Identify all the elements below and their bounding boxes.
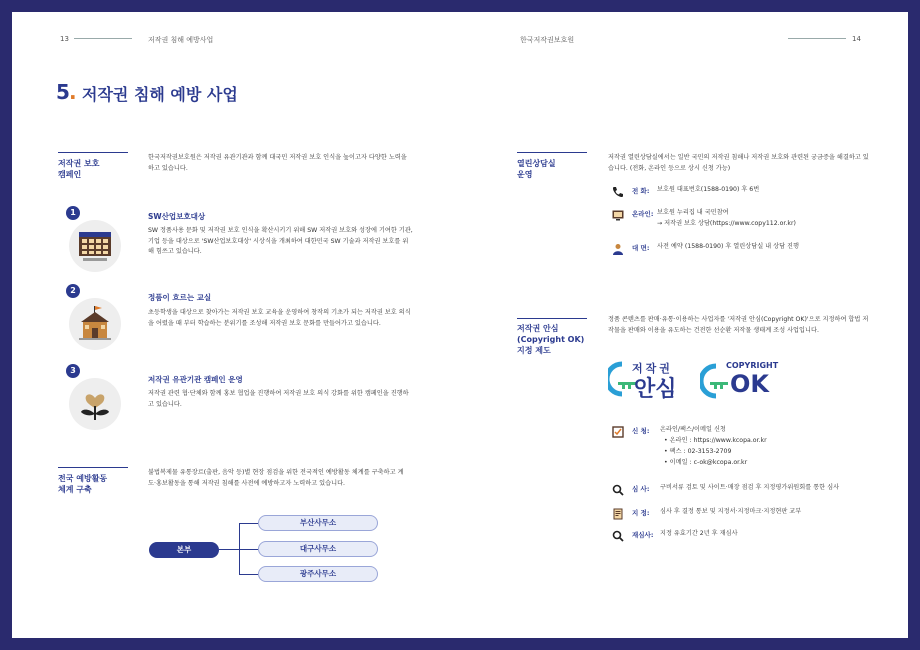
left-page-number: 13: [60, 35, 69, 43]
monitor-icon: [612, 209, 624, 221]
campaign-label-line2: 캠페인: [58, 170, 82, 179]
rereview-value: 지정 유효기간 2년 후 재심사: [660, 530, 738, 537]
connector-line: [239, 574, 258, 575]
section-number: 5: [56, 80, 70, 104]
calendar-building-icon: [69, 220, 121, 272]
campaign-intro: 한국저작권보호원은 저작권 유관기관과 함께 대국민 저작권 보호 인식을 높이고자 다양한 노력을 하고 있습니다.: [148, 154, 407, 172]
connector-line: [239, 549, 258, 550]
connector-line: [219, 549, 239, 550]
rereview-label: 재심사:: [632, 531, 654, 539]
phone-icon: [612, 186, 624, 198]
person-icon: [612, 243, 624, 255]
network-label: [58, 473, 107, 495]
item-title: SW산업보호대상: [148, 212, 206, 221]
plant-illustration: [69, 378, 121, 430]
apply-value: 온라인/팩스/이메일 신청: [660, 426, 726, 433]
right-page-number: 14: [852, 35, 861, 43]
item-number-badge: 2: [66, 284, 80, 298]
item-body: 저작권 관련 협·단체와 함께 홍보 협업을 진행하여 저작권 보호 의식 강화를 위한 캠페인을 진행하고 있습니다.: [148, 390, 409, 408]
section-rule: [517, 152, 587, 153]
counsel-label-line2: 운영: [517, 170, 533, 179]
section-number-dot: .: [69, 80, 77, 104]
section-rule: [58, 152, 128, 153]
branch-node-gwangju: 광주사무소: [258, 566, 378, 582]
review-label: 심 사:: [632, 485, 650, 493]
counsel-row-value: 사전 예약 (1588-0190) 후 열린상담실 내 상담 진행: [657, 243, 799, 250]
logo-word-top: 저작권: [632, 362, 673, 375]
item-title: 저작권 유관기관 캠페인 운영: [148, 375, 243, 384]
counsel-row-label: 온라인:: [632, 210, 654, 218]
item-body: SW 정품사용 문화 및 저작권 보호 인식을 확산시키기 위해 SW 저작권 보호와 성장에 기여한 기관, 기업 등을 대상으로 'SW산업보호대상' 시상식을 개최하여 대한민국 SW 기술과 저작권 보호를 위해 힘쓰고 있습니다.: [148, 227, 413, 255]
logo-word-bottom: 안심: [634, 377, 677, 402]
copyrightok-label-line3: 지정 제도: [517, 346, 551, 355]
designation-label: 지 정:: [632, 509, 650, 517]
copyrightok-label: [517, 323, 584, 356]
checklist-icon: [612, 426, 624, 438]
document-icon: [612, 508, 624, 520]
left-running-title: 저작권 침해 예방사업: [148, 36, 214, 44]
copyright-safe-logo: [608, 358, 688, 402]
item-number-badge: 3: [66, 364, 80, 378]
section-rule: [517, 318, 587, 319]
school-illustration: [69, 298, 121, 350]
branch-node-daegu: 대구사무소: [258, 541, 378, 557]
counsel-label: [517, 158, 556, 180]
header-rule: [74, 38, 132, 39]
search-icon: [612, 530, 624, 542]
counsel-row-value: 보호원 누리집 내 국민참여: [657, 209, 729, 216]
search-icon: [612, 484, 624, 496]
counsel-row-label: 전 화:: [632, 187, 650, 195]
item-number-badge: 1: [66, 206, 80, 220]
copyrightok-label-line2: (Copyright OK): [517, 335, 585, 344]
right-running-title: 한국저작권보호원: [520, 36, 575, 44]
header-rule: [788, 38, 846, 39]
section-rule: [58, 467, 128, 468]
counsel-intro: 저작권 열린상담실에서는 일반 국민의 저작권 침해나 저작권 보호와 관련된 궁금증을 해결하고 있습니다. (전화, 온라인 등으로 상시 신청 가능): [608, 154, 869, 172]
copyrightok-label-line1: 저작권 안심: [517, 324, 559, 333]
document-spread: [12, 12, 908, 638]
network-label-line1: 전국 예방활동: [58, 474, 108, 483]
copyrightok-intro: 정품 콘텐츠를 판매·유통·이용하는 사업자를 '저작권 안심(Copyright OK)'으로 지정하여 합법 저작물을 판매와 이용을 유도하는 건전한 선순환 저작물 생태계 조성 사업입니다.: [608, 316, 869, 334]
apply-label: 신 청:: [632, 427, 650, 435]
school-icon: [69, 298, 121, 350]
campaign-label: [58, 158, 99, 180]
counsel-row-label: 대 면:: [632, 244, 650, 252]
counsel-row-value: 보호원 대표번호(1588-0190) 후 6번: [657, 186, 760, 193]
item-body: 초등학생을 대상으로 찾아가는 저작권 보호 교육을 운영하여 창작의 기초가 되는 저작권 보호 의식을 어렸을 때 부터 학습하는 분위기를 조성해 저작권 보호 문화를 만들어가고 있습니다.: [148, 309, 411, 327]
network-intro: 불법복제물 유통장르(출판, 음악 등)별 현장 점검을 위한 전국적인 예방활동 체계를 구축하고 계도·홍보활동을 통해 저작권 침해를 사전에 예방하고자 노력하고 있습니다.: [148, 469, 404, 487]
branch-node-busan: 부산사무소: [258, 515, 378, 531]
section-title: 저작권 침해 예방 사업: [82, 85, 238, 104]
campaign-label-line1: 저작권 보호: [58, 159, 100, 168]
hq-node: 본부: [149, 542, 219, 558]
counsel-row-value-cont: → 저작권 보호 상담(https://www.copy112.or.kr): [657, 220, 796, 227]
review-value: 구비서류 검토 및 사이트·매장 점검 후 지정평가위원회를 통한 심사: [660, 484, 840, 491]
network-label-line2: 체계 구축: [58, 485, 92, 494]
apply-detail: • 이메일 : c-ok@kcopa.or.kr: [664, 459, 748, 466]
apply-detail: • 온라인 : https://www.kcopa.or.kr: [664, 437, 767, 444]
copyright-ok-logo: [700, 358, 790, 402]
designation-value: 심사 후 결정 통보 및 지정서·지정마크·지정현판 교부: [660, 508, 802, 515]
award-illustration: [69, 220, 121, 272]
heart-sprout-icon: [69, 378, 121, 430]
logo-word-bottom: OK: [730, 370, 769, 398]
counsel-label-line1: 열린상담실: [517, 159, 556, 168]
item-title: 정품이 흐르는 교실: [148, 293, 212, 302]
apply-detail: • 팩스 : 02-3153-2709: [664, 448, 732, 455]
connector-line: [239, 523, 258, 524]
logo-word-top: COPYRIGHT: [726, 361, 779, 370]
